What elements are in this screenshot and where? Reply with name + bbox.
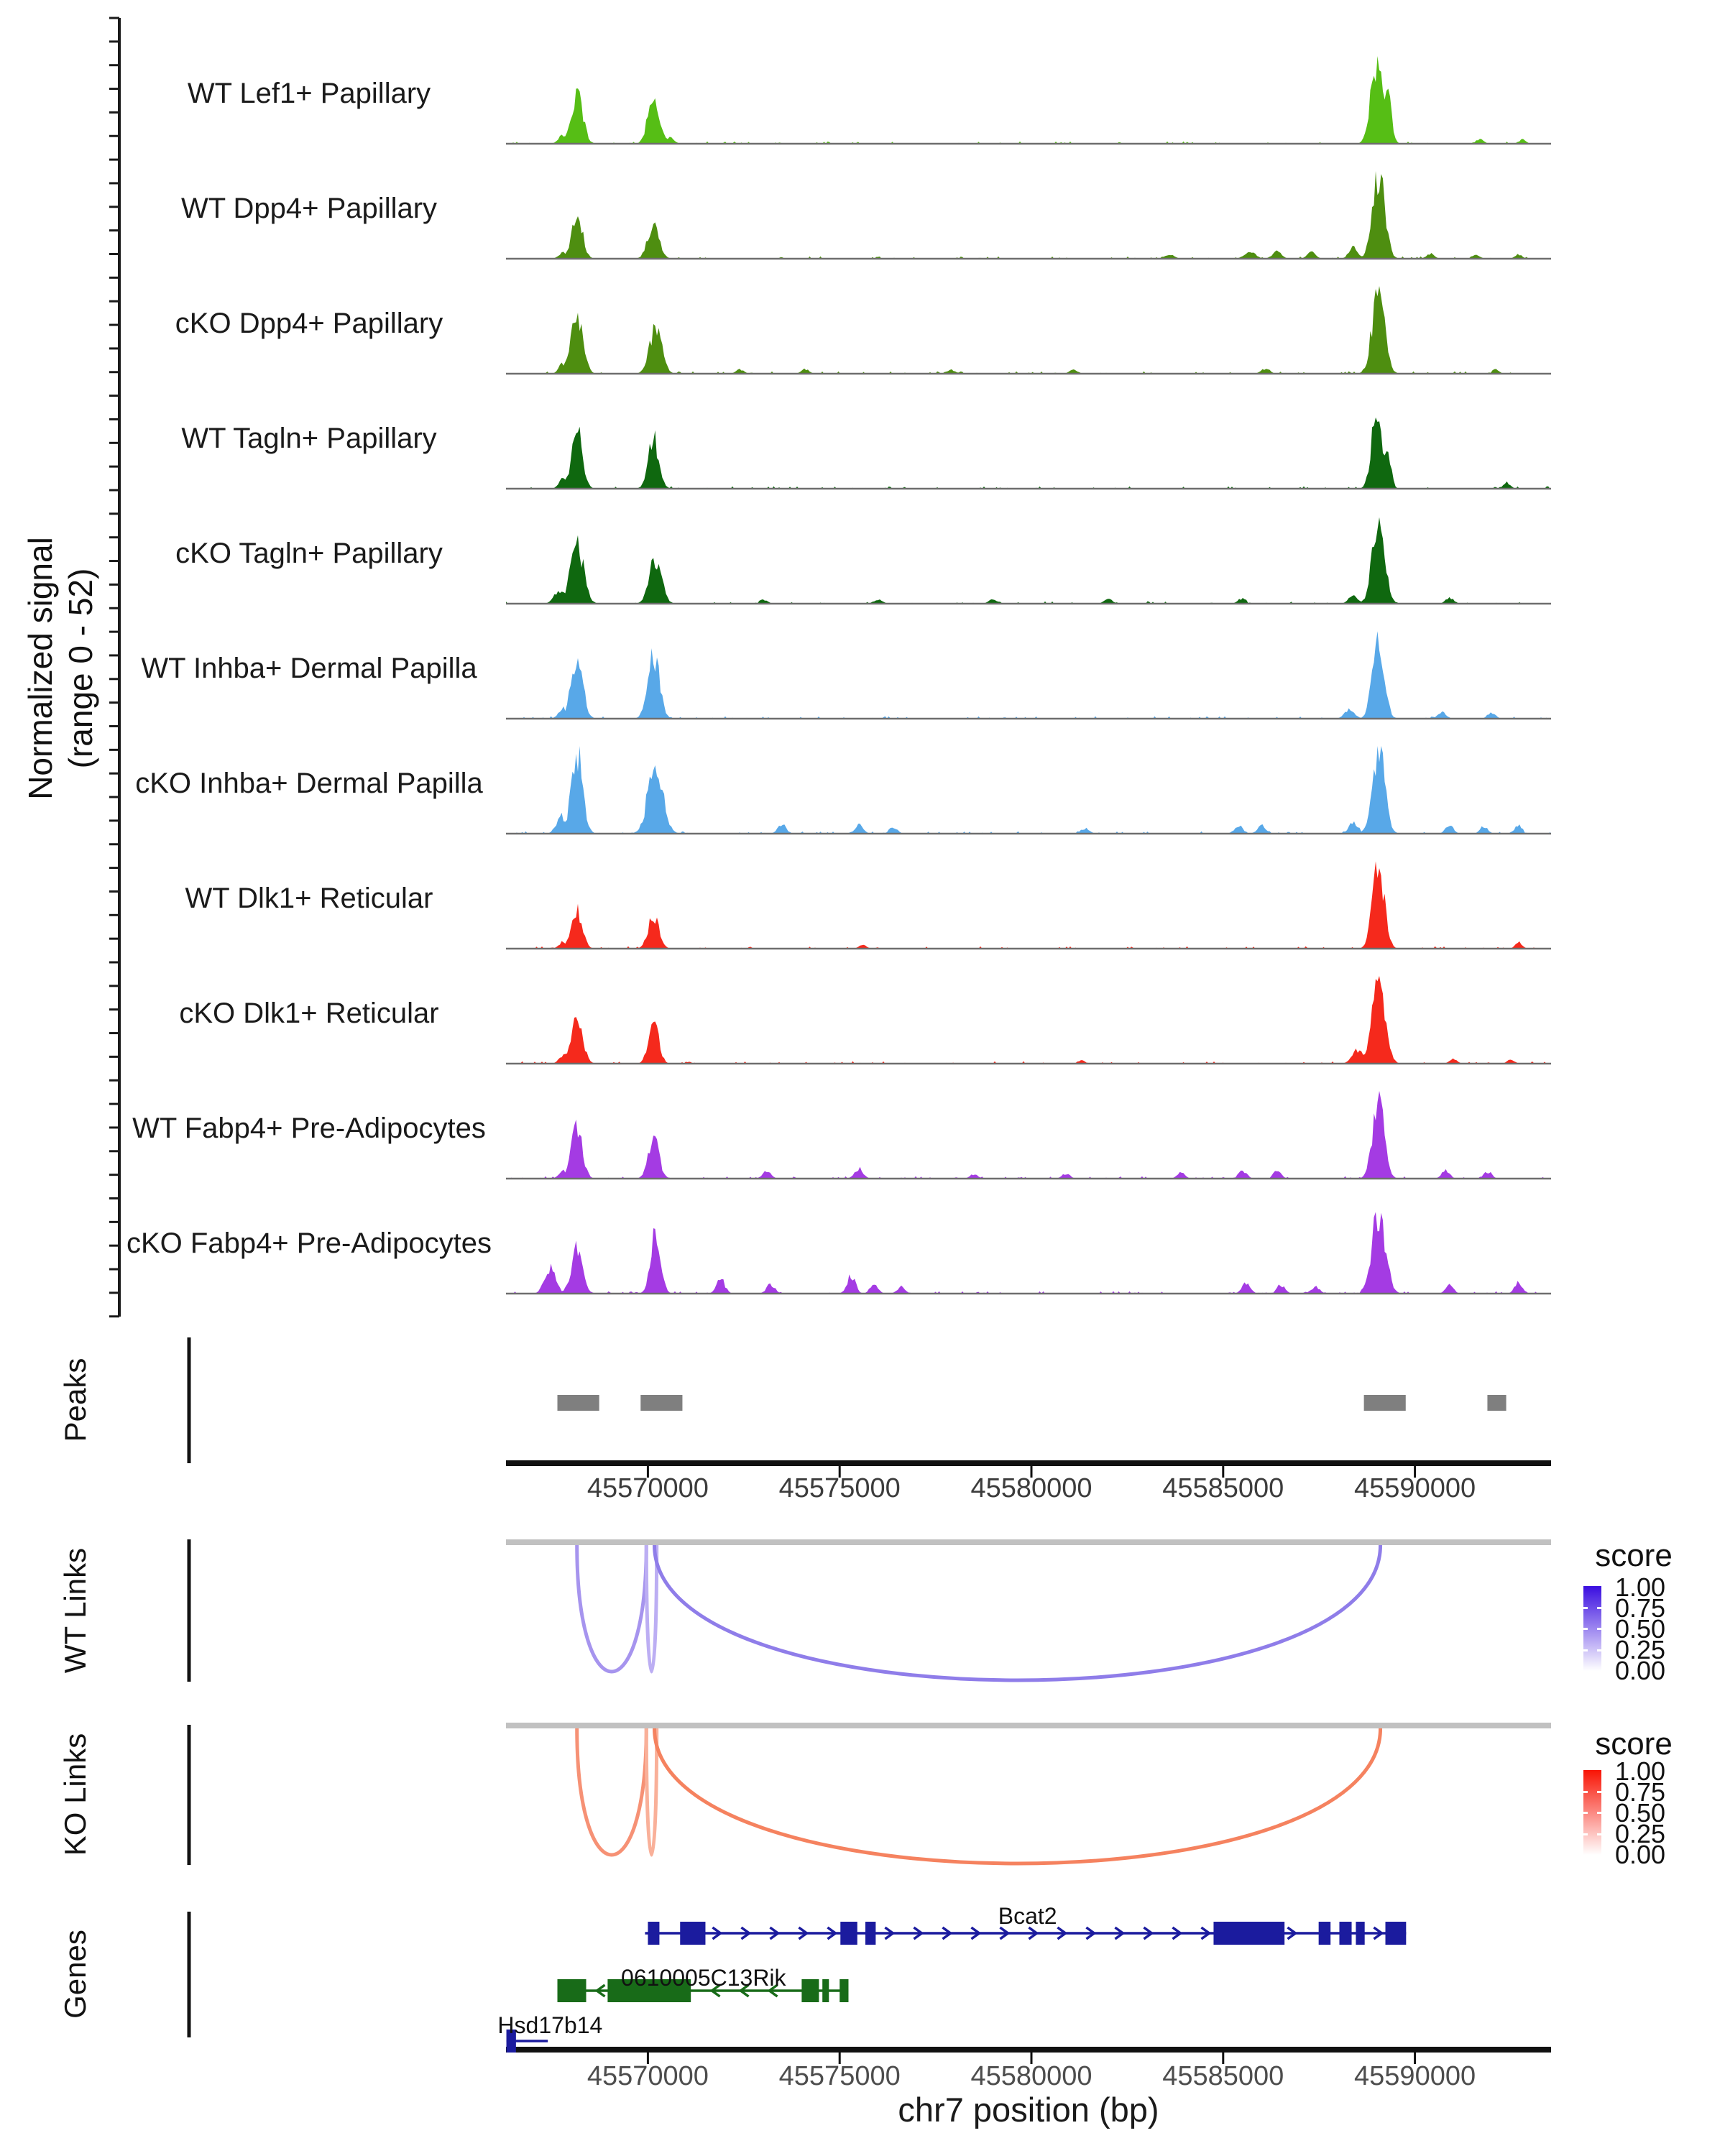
ko-legend-tick: 0.75	[1615, 1777, 1666, 1807]
y-axis-title-line2: (range 0 - 52)	[62, 568, 99, 769]
coverage-area	[506, 517, 1551, 604]
legend-level-tick	[1583, 1628, 1588, 1630]
coverage-area	[506, 56, 1551, 144]
peak-interval	[640, 1395, 682, 1411]
coaccessibility-arc	[654, 1728, 1380, 1864]
peak-interval	[557, 1395, 599, 1411]
coverage-area	[506, 862, 1551, 949]
ko-legend-tick: 0.25	[1615, 1819, 1666, 1848]
track-label-wt-fabp4: WT Fabp4+ Pre-Adipocytes	[132, 1112, 486, 1144]
legend-level-tick	[1583, 1607, 1588, 1609]
x-tick-label: 45580000	[970, 1473, 1092, 1503]
section-label-ko-links: KO Links	[58, 1733, 92, 1856]
gene-label-0610005c13rik: 0610005C13Rik	[621, 1965, 786, 1991]
ko-legend-colorbar	[1583, 1770, 1601, 1855]
coverage-area	[506, 976, 1551, 1064]
x-tick-label: 45590000	[1354, 2061, 1476, 2091]
ko-legend-tick: 1.00	[1615, 1756, 1666, 1786]
ko-legend-tick: 0.00	[1615, 1840, 1666, 1869]
gene-exon	[822, 1979, 829, 2002]
coverage-area	[506, 1091, 1551, 1179]
x-axis-title: chr7 position (bp)	[898, 2091, 1159, 2129]
legend-level-tick	[1597, 1628, 1601, 1630]
ko-legend-tick: 0.50	[1615, 1798, 1666, 1828]
section-label-wt-links: WT Links	[58, 1547, 92, 1674]
coverage-area	[506, 746, 1551, 834]
gene-exon	[1339, 1922, 1351, 1945]
gene-exon	[1213, 1922, 1284, 1945]
coaccessibility-arc	[646, 1728, 656, 1855]
x-tick-label: 45575000	[778, 2061, 901, 2091]
track-label-cko-dlk1: cKO Dlk1+ Reticular	[179, 998, 439, 1029]
x-tick-label: 45585000	[1162, 2061, 1284, 2091]
legend-level-tick	[1583, 1812, 1588, 1814]
wt-legend-tick: 0.50	[1615, 1614, 1666, 1644]
coaccessibility-arc	[654, 1545, 1380, 1680]
gene-exon	[1356, 1922, 1364, 1945]
coverage-area	[506, 286, 1551, 374]
legend-level-tick	[1597, 1607, 1601, 1609]
x-tick-label: 45570000	[586, 2061, 709, 2091]
x-tick-label: 45580000	[970, 2061, 1092, 2091]
legend-level-tick	[1597, 1833, 1601, 1835]
genome-axis	[506, 1460, 1551, 1466]
gene-exon	[648, 1922, 659, 1945]
x-tick-label: 45585000	[1162, 1473, 1284, 1503]
track-label-wt-tagln: WT Tagln+ Papillary	[181, 423, 437, 454]
track-label-cko-dpp4: cKO Dpp4+ Papillary	[175, 308, 443, 339]
links-baseline-bar	[506, 1723, 1551, 1728]
ko-legend-title: score	[1595, 1726, 1673, 1761]
track-label-cko-inhba: cKO Inhba+ Dermal Papilla	[135, 768, 483, 799]
legend-level-tick	[1583, 1649, 1588, 1651]
genome-axis	[506, 2047, 1551, 2053]
track-label-wt-lef1: WT Lef1+ Papillary	[187, 78, 431, 109]
gene-exon	[1319, 1922, 1331, 1945]
x-tick-label: 45590000	[1354, 1473, 1476, 1503]
legend-level-tick	[1597, 1812, 1601, 1814]
track-label-wt-dlk1: WT Dlk1+ Reticular	[185, 883, 433, 914]
gene-exon	[840, 1922, 857, 1945]
coaccessibility-arc	[646, 1545, 656, 1672]
track-label-wt-dpp4: WT Dpp4+ Papillary	[180, 193, 438, 224]
coverage-area	[506, 631, 1551, 719]
wt-legend-title: score	[1595, 1538, 1673, 1573]
gene-exon	[1385, 1922, 1406, 1945]
wt-legend-tick: 0.00	[1615, 1656, 1666, 1685]
track-label-cko-tagln: cKO Tagln+ Papillary	[175, 538, 443, 569]
peak-interval	[1364, 1395, 1406, 1411]
gene-exon	[840, 1979, 848, 2002]
peak-interval	[1487, 1395, 1506, 1411]
x-tick-label: 45575000	[778, 1473, 901, 1503]
wt-legend-tick: 0.25	[1615, 1635, 1666, 1664]
legend-level-tick	[1597, 1649, 1601, 1651]
track-label-wt-inhba: WT Inhba+ Dermal Papilla	[141, 653, 477, 684]
wt-legend-tick: 0.75	[1615, 1593, 1666, 1623]
x-tick-label: 45570000	[586, 1473, 709, 1503]
gene-exon	[680, 1922, 705, 1945]
gene-label-hsd17b14: Hsd17b14	[497, 2012, 603, 2038]
gene-exon	[557, 1979, 586, 2002]
y-axis-title-line1: Normalized signal	[22, 537, 59, 800]
gene-exon	[865, 1922, 875, 1945]
coverage-area	[506, 171, 1551, 259]
wt-legend-colorbar	[1583, 1586, 1601, 1671]
gene-label-bcat2: Bcat2	[998, 1903, 1057, 1929]
coverage-area	[506, 1212, 1551, 1294]
section-label-peaks: Peaks	[58, 1358, 92, 1442]
legend-level-tick	[1583, 1833, 1588, 1835]
legend-level-tick	[1597, 1791, 1601, 1793]
track-label-cko-fabp4: cKO Fabp4+ Pre-Adipocytes	[126, 1227, 492, 1259]
y-axis-title	[20, 537, 101, 800]
section-label-genes: Genes	[58, 1930, 92, 2019]
coaccessibility-arc	[577, 1545, 647, 1672]
coaccessibility-arc	[577, 1728, 647, 1855]
wt-legend-tick: 1.00	[1615, 1572, 1666, 1602]
legend-level-tick	[1583, 1791, 1588, 1793]
coverage-area	[506, 418, 1551, 489]
links-baseline-bar	[506, 1539, 1551, 1545]
